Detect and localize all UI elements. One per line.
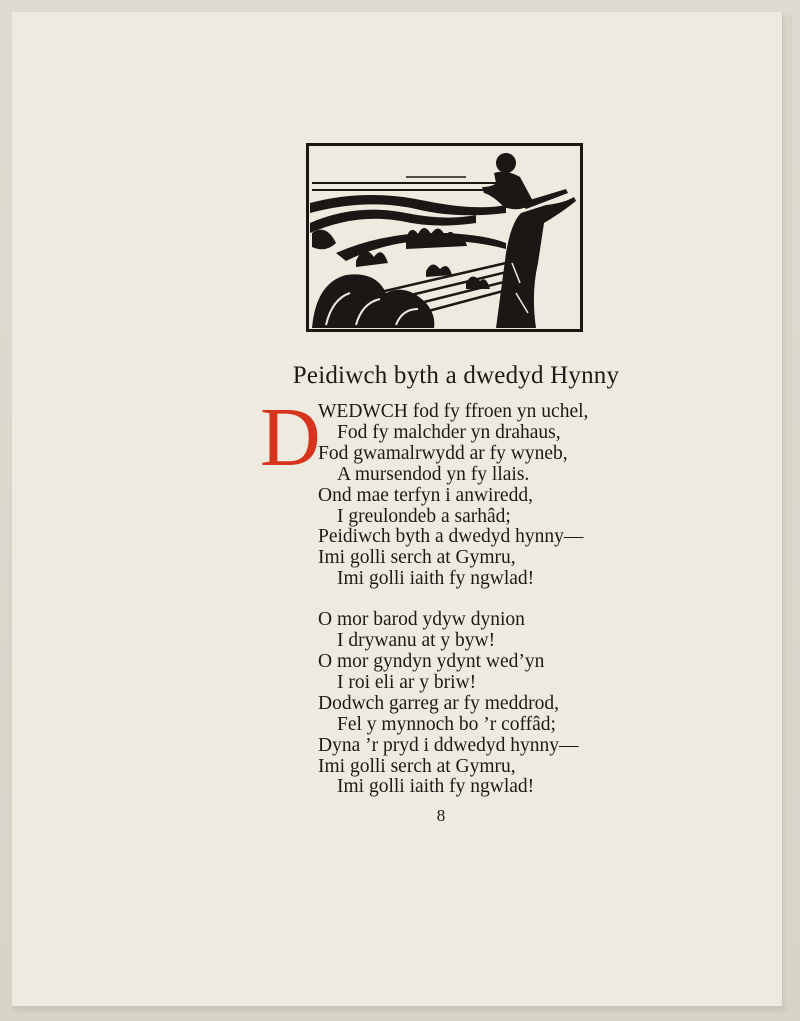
poem-line: Fod fy malchder yn drahaus, (337, 421, 561, 443)
poem-line: O mor gyndyn ydynt wed’yn (318, 650, 545, 672)
poem-line: Imi golli serch at Gymru, (318, 755, 516, 777)
poem-line: Fel y mynnoch bo ’r coffâd; (337, 713, 556, 735)
poem-line: Ond mae terfyn i anwiredd, (318, 484, 533, 506)
poem-body (318, 402, 588, 798)
poem-line: O mor barod ydyw dynion (318, 609, 525, 631)
sheet-edge (782, 14, 792, 1006)
woodcut-illustration (306, 143, 583, 332)
poem-line: A mursendod yn fy llais. (337, 463, 530, 485)
poem-line: Peidiwch byth a dwedyd hynny— (318, 526, 584, 548)
poem-line: Imi golli iaith fy ngwlad! (337, 776, 535, 798)
poem-line: Dodwch garreg ar fy meddrod, (318, 692, 559, 714)
poem-line: Imi golli serch at Gymru, (318, 547, 516, 569)
poem-line: Fod gwamalrwydd ar fy wyneb, (318, 442, 568, 464)
poem-line: I drywanu at y byw! (337, 630, 496, 652)
poem-title: Peidiwch byth a dwedyd Hynny (292, 362, 620, 389)
drop-cap-initial: D (260, 391, 321, 484)
stanza-2 (318, 610, 588, 798)
page-number: 8 (436, 806, 446, 825)
poem-line: WEDWCH fod fy ffroen yn uchel, (318, 401, 589, 422)
poem-line: Dyna ’r pryd i ddwedyd hynny— (318, 734, 579, 756)
stanza-1 (318, 402, 588, 590)
poem-line: Imi golli iaith fy ngwlad! (337, 568, 535, 590)
poem-line: I greulondeb a sarhâd; (337, 505, 511, 527)
poem-line: I roi eli ar y briw! (337, 671, 477, 693)
